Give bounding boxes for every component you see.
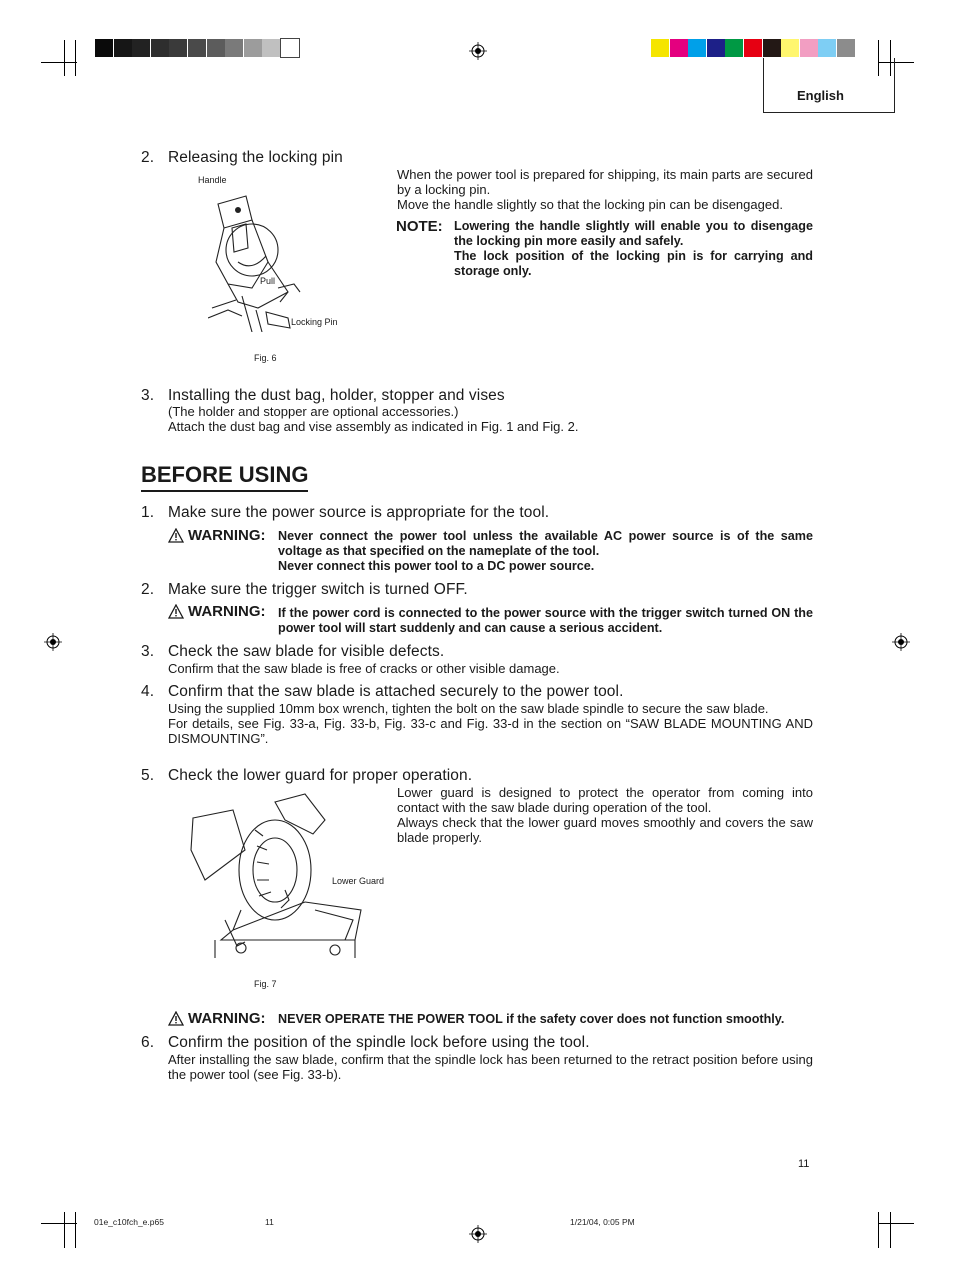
item-number: 1. bbox=[141, 504, 155, 521]
warning-text: NEVER OPERATE THE POWER TOOL if the safety cover does not function smoothly. bbox=[278, 1012, 785, 1026]
footer-date: 1/21/04, 0:05 PM bbox=[570, 1217, 635, 1227]
figure-6-locking-pin bbox=[190, 170, 360, 363]
color-swatch bbox=[763, 39, 781, 57]
language-tab bbox=[763, 58, 895, 113]
item-number: 2. bbox=[141, 581, 155, 598]
warning-label-text: WARNING: bbox=[188, 527, 266, 544]
figure-caption: Fig. 7 bbox=[254, 979, 277, 989]
dust-bag-body bbox=[168, 404, 808, 434]
item-number: 6. bbox=[141, 1034, 155, 1051]
color-swatch bbox=[670, 39, 688, 57]
warning-triangle-icon bbox=[168, 528, 184, 543]
color-swatch bbox=[188, 39, 206, 57]
item-body bbox=[397, 785, 813, 845]
saw-locking-pin-illustration bbox=[208, 192, 318, 332]
figure-label-locking-pin: Locking Pin bbox=[291, 317, 338, 327]
registration-mark-icon bbox=[469, 42, 487, 60]
color-swatch bbox=[837, 39, 855, 57]
figure-7-lower-guard bbox=[185, 790, 395, 995]
section-heading: Installing the dust bag, holder, stopper and vises bbox=[168, 387, 505, 404]
color-swatch bbox=[744, 39, 762, 57]
color-swatch bbox=[651, 39, 669, 57]
color-swatch bbox=[207, 39, 225, 57]
item-heading: Confirm that the saw blade is attached securely to the power tool. bbox=[168, 683, 624, 700]
item-number: 4. bbox=[141, 683, 155, 700]
before-using-title: BEFORE USING bbox=[141, 462, 308, 492]
releasing-body bbox=[397, 167, 813, 212]
registration-mark-icon bbox=[44, 633, 62, 651]
paragraph: Using the supplied 10mm box wrench, tighten the bolt on the saw blade spindle to secure the saw blade. bbox=[168, 701, 769, 716]
note-text bbox=[454, 219, 813, 279]
color-swatch bbox=[781, 39, 799, 57]
warning-label bbox=[168, 527, 266, 544]
color-swatch bbox=[114, 39, 132, 57]
note-label: NOTE: bbox=[396, 218, 443, 235]
color-swatch bbox=[707, 39, 725, 57]
warning-label-text: WARNING: bbox=[188, 1010, 266, 1027]
color-swatch bbox=[262, 39, 280, 57]
color-swatch bbox=[281, 39, 299, 57]
color-swatch bbox=[132, 39, 150, 57]
page-number: 11 bbox=[798, 1158, 810, 1170]
item-heading: Make sure the trigger switch is turned OFF. bbox=[168, 581, 468, 598]
warning-label bbox=[168, 1010, 266, 1027]
note-line: The lock position of the locking pin is for carrying and storage only. bbox=[454, 249, 813, 278]
figure-label-pull: Pull bbox=[260, 276, 276, 286]
registration-mark-icon bbox=[469, 1225, 487, 1243]
item-number: 3. bbox=[141, 387, 155, 404]
paragraph: For details, see Fig. 33-a, Fig. 33-b, Fig. 33-c and Fig. 33-d in the section on “SAW BLADE MOUNTING AND DISMOUNTING”. bbox=[168, 716, 813, 746]
color-swatch bbox=[244, 39, 262, 57]
color-swatch bbox=[800, 39, 818, 57]
warning-triangle-icon bbox=[168, 1011, 184, 1026]
color-swatch bbox=[725, 39, 743, 57]
paragraph: Attach the dust bag and vise assembly as indicated in Fig. 1 and Fig. 2. bbox=[168, 419, 579, 434]
item-body bbox=[168, 701, 813, 746]
color-swatch bbox=[688, 39, 706, 57]
paragraph: When the power tool is prepared for shipping, its main parts are secured by a locking pin. bbox=[397, 167, 813, 197]
language-label: English bbox=[797, 88, 844, 103]
warning-label bbox=[168, 603, 266, 620]
registration-mark-icon bbox=[892, 633, 910, 651]
item-heading: Check the lower guard for proper operation. bbox=[168, 767, 473, 784]
item-heading: Make sure the power source is appropriate for the tool. bbox=[168, 504, 550, 521]
figure-caption: Fig. 6 bbox=[254, 353, 277, 363]
warning-triangle-icon bbox=[168, 604, 184, 619]
warning-label-text: WARNING: bbox=[188, 603, 266, 620]
color-swatch bbox=[818, 39, 836, 57]
paragraph: Lower guard is designed to protect the operator from coming into contact with the saw blade during operation of the tool. bbox=[397, 785, 813, 815]
paragraph: (The holder and stopper are optional accessories.) bbox=[168, 404, 459, 419]
figure-label-lower-guard: Lower Guard bbox=[332, 876, 385, 886]
footer-page: 11 bbox=[265, 1217, 274, 1227]
paragraph: Always check that the lower guard moves smoothly and covers the saw blade properly. bbox=[397, 815, 813, 845]
item-number: 2. bbox=[141, 149, 155, 166]
item-heading: Check the saw blade for visible defects. bbox=[168, 643, 445, 660]
item-body: Confirm that the saw blade is free of cracks or other visible damage. bbox=[168, 661, 560, 676]
item-heading: Confirm the position of the spindle lock before using the tool. bbox=[168, 1034, 590, 1051]
warning-text bbox=[278, 606, 813, 636]
item-body: After installing the saw blade, confirm that the spindle lock has been returned to the retract position before using the power tool (see Fig. 33-b). bbox=[168, 1052, 813, 1082]
paragraph: Move the handle slightly so that the locking pin can be disengaged. bbox=[397, 197, 783, 212]
color-swatch bbox=[95, 39, 113, 57]
warning-line: If the power cord is connected to the power source with the trigger switch turned ON the power tool will start suddenly and can cause a serious accident. bbox=[278, 606, 813, 635]
item-number: 3. bbox=[141, 643, 155, 660]
color-swatch bbox=[225, 39, 243, 57]
item-number: 5. bbox=[141, 767, 155, 784]
color-swatch bbox=[151, 39, 169, 57]
warning-line: Never connect the power tool unless the available AC power source is of the same voltage as that specified on the nameplate of the tool. bbox=[278, 529, 813, 558]
footer-file-name: 01e_c10fch_e.p65 bbox=[94, 1217, 164, 1227]
section-heading: Releasing the locking pin bbox=[168, 149, 343, 166]
warning-text bbox=[278, 529, 813, 574]
figure-label-handle: Handle bbox=[198, 175, 227, 185]
color-swatch bbox=[169, 39, 187, 57]
note-line: Lowering the handle slightly will enable you to disengage the locking pin more easily and safely. bbox=[454, 219, 813, 248]
warning-line: Never connect this power tool to a DC power source. bbox=[278, 559, 595, 573]
